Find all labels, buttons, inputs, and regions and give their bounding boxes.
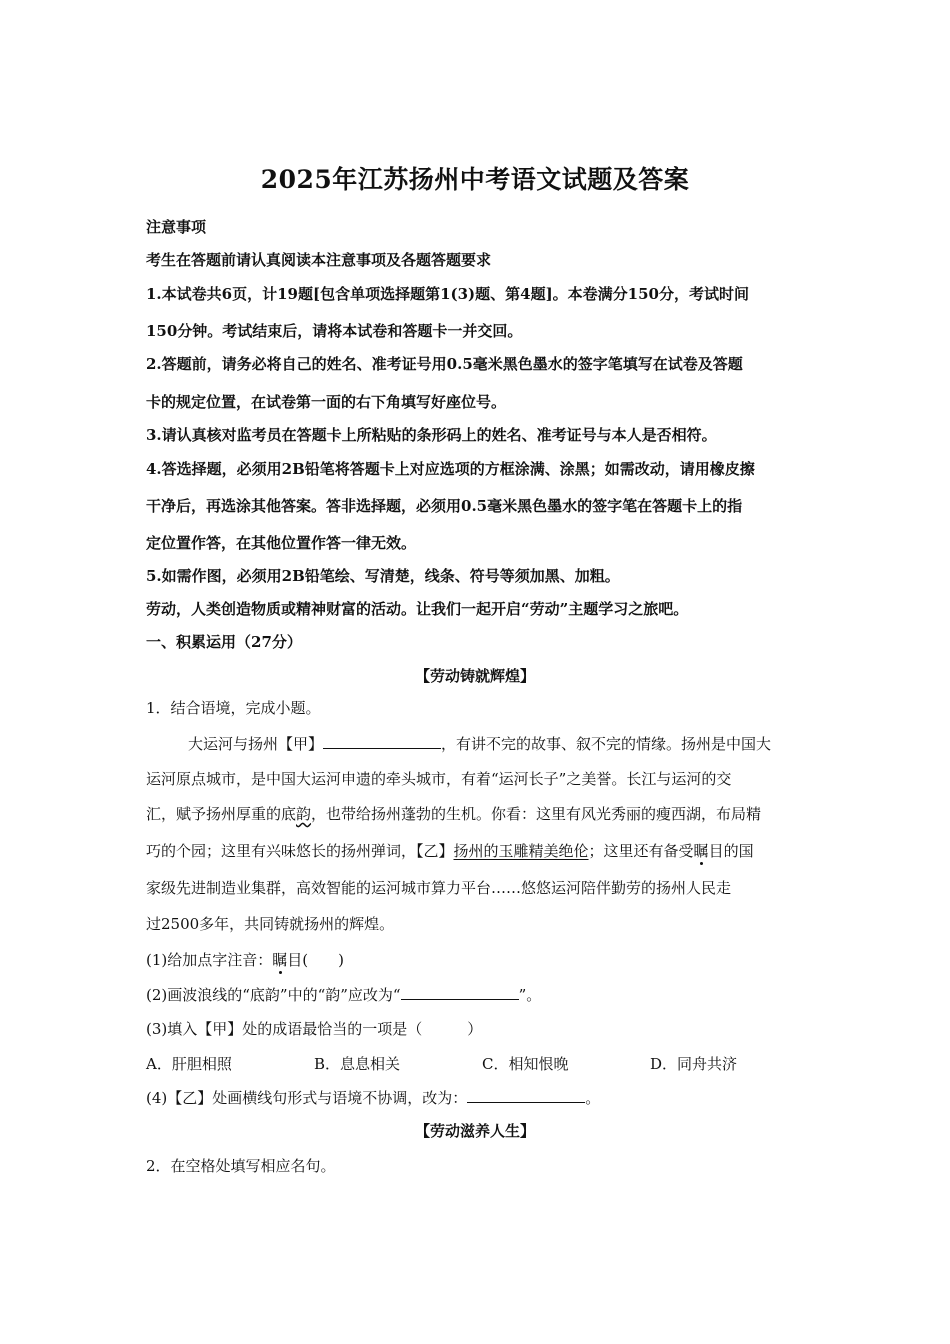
- blank-yi[interactable]: [467, 1088, 585, 1103]
- notice-item-1-line-1: 1.本试卷共6页，计19题[包含单项选择题第1(3)题、第4题]。本卷满分150分，考试时间: [146, 285, 749, 303]
- sub-question-3: (3)填入【甲】处的成语最恰当的一项是（ ）: [146, 1020, 483, 1038]
- subtitle-labor-glory: 【劳动铸就辉煌】: [414, 667, 535, 685]
- blank-yun[interactable]: [401, 985, 519, 1000]
- wavy-underlined-char: 韵: [296, 805, 312, 823]
- notice-item-5: 5.如需作图，必须用2B铅笔绘、写清楚，线条、符号等须加黑、加粗。: [146, 567, 620, 585]
- sub-question-1: (1)给加点字注音：瞩目( ): [146, 951, 344, 969]
- passage-line-3: 汇，赋予扬州厚重的底韵，也带给扬州蓬勃的生机。你看：这里有风光秀丽的瘦西湖，布局精: [146, 805, 762, 823]
- section-heading: 一、积累运用（27分）: [146, 633, 302, 651]
- option-c[interactable]: C．相知恨晚: [482, 1055, 569, 1073]
- notice-item-4-line-2: 干净后，再选涂其他答案。答非选择题，必须用0.5毫米黑色墨水的签字笔在答题卡上的指: [146, 497, 743, 515]
- page-title: 2025年江苏扬州中考语文试题及答案: [260, 165, 690, 194]
- notice-item-1-line-2: 150分钟。考试结束后，请将本试卷和答题卡一并交回。: [146, 322, 523, 340]
- underlined-sentence: 扬州的玉雕精美绝伦: [453, 842, 589, 860]
- passage-line-6: 过2500多年，共同铸就扬州的辉煌。: [146, 915, 395, 933]
- option-a[interactable]: A．肝胆相照: [146, 1055, 232, 1073]
- notice-item-3: 3.请认真核对监考员在答题卡上所粘贴的条形码上的姓名、准考证号与本人是否相符。: [146, 426, 717, 444]
- notice-subheading: 考生在答题前请认真阅读本注意事项及各题答题要求: [146, 251, 492, 269]
- notice-item-2-line-1: 2.答题前，请务必将自己的姓名、准考证号用0.5毫米黑色墨水的签字笔填写在试卷及答题: [146, 355, 743, 373]
- subtitle-labor-nourish: 【劳动滋养人生】: [414, 1122, 535, 1140]
- question-2-stem: 2．在空格处填写相应名句。: [146, 1157, 336, 1175]
- notice-heading: 注意事项: [146, 218, 207, 236]
- passage-line-1: 大运河与扬州【甲】 ，有讲不完的故事、叙不完的情缘。扬州是中国大: [188, 735, 772, 753]
- notice-item-2-line-2: 卡的规定位置，在试卷第一面的右下角填写好座位号。: [146, 393, 507, 411]
- passage-line-5: 家级先进制造业集群，高效智能的运河城市算力平台……悠悠运河陪伴勤劳的扬州人民走: [146, 879, 732, 897]
- sub-question-4: (4)【乙】处画横线句形式与语境不协调，改为： 。: [146, 1089, 601, 1107]
- blank-jia[interactable]: [323, 734, 441, 749]
- notice-item-4-line-3: 定位置作答，在其他位置作答一律无效。: [146, 534, 417, 552]
- sub-question-2: (2)画波浪线的“底韵”中的“韵”应改为“ ”。: [146, 986, 542, 1004]
- passage-line-4: 巧的个园；这里有兴味悠长的扬州弹词，【乙】扬州的玉雕精美绝伦；这里还有备受瞩目的国: [146, 842, 754, 860]
- passage-line-2: 运河原点城市，是中国大运河申遗的牵头城市，有着“运河长子”之美誉。长江与运河的交: [146, 770, 732, 788]
- dotted-char: 瞩: [693, 842, 709, 860]
- option-d[interactable]: D．同舟共济: [650, 1055, 738, 1073]
- question-1-stem: 1．结合语境，完成小题。: [146, 699, 321, 717]
- option-b[interactable]: B．息息相关: [314, 1055, 401, 1073]
- options-row: [146, 1053, 816, 1074]
- intro-text: 劳动，人类创造物质或精神财富的活动。让我们一起开启“劳动”主题学习之旅吧。: [146, 600, 689, 618]
- notice-item-4-line-1: 4.答选择题，必须用2B铅笔将答题卡上对应选项的方框涂满、涂黑；如需改动，请用橡皮擦: [146, 460, 755, 478]
